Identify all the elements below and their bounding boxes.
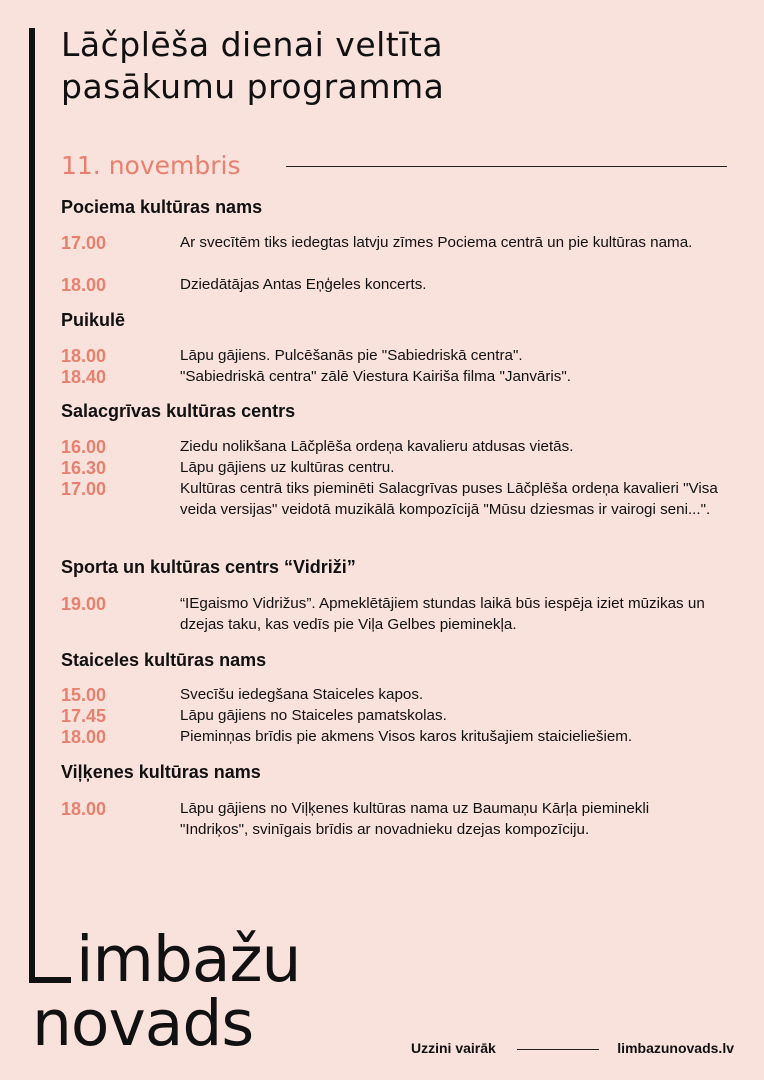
venue-title: Sporta un kultūras centrs “Vidriži” — [61, 557, 356, 577]
event-description: Ar svecītēm tiks iedegtas latvju zīmes Pociema centrā un pie kultūras nama. — [180, 234, 693, 251]
footer-more-info-text: Uzzini vairāk — [411, 1040, 496, 1056]
website-link[interactable]: limbazunovads.lv — [617, 1040, 734, 1056]
event-description: “IEgaismo Vidrižus”. Apmeklētājiem stundas laikā būs iespēja iziet mūzikas un dzejas taku, kas vedīs pie Viļa Gelbes pieminekļa. — [180, 595, 705, 633]
event-time: 17.45 — [61, 706, 107, 726]
logo-line-1: imbažu — [76, 923, 301, 996]
date-divider — [286, 166, 727, 167]
event-description: Lāpu gājiens no Staiceles pamatskolas. — [180, 707, 447, 724]
page-title — [61, 24, 444, 108]
event-time: 18.00 — [61, 346, 107, 366]
event-description: Kultūras centrā tiks pieminēti Salacgrīvas puses Lāčplēša ordeņa kavalieri "Visa veida versijas" veidotā muzikālā kompozīcijā "Mūsu dziesmas ir vairogi seni...". — [180, 480, 718, 518]
event-time: 18.00 — [61, 727, 107, 747]
event-description: Lāpu gājiens no Viļķenes kultūras nama uz Baumaņu Kārļa pieminekli "Indriķos", svinīgais brīdis ar novadnieku dzejas kompozīciju. — [180, 800, 650, 838]
venue-title: Staiceles kultūras nams — [61, 650, 267, 670]
event-description: Ziedu nolikšana Lāčplēša ordeņa kavalieru atdusas vietās. — [180, 438, 574, 455]
venue-title: Pociema kultūras nams — [61, 197, 263, 217]
logo-line-2: novads — [32, 987, 254, 1060]
event-time: 15.00 — [61, 685, 107, 705]
event-description: Dziedātājas Antas Eņģeles koncerts. — [180, 276, 427, 293]
event-description: Svecīšu iedegšana Staiceles kapos. — [180, 686, 424, 703]
title-line-2: pasākumu programma — [61, 67, 445, 106]
event-time: 18.00 — [61, 799, 107, 819]
venue-title: Salacgrīvas kultūras centrs — [61, 401, 296, 421]
event-time: 17.00 — [61, 479, 107, 499]
event-time: 16.00 — [61, 437, 107, 457]
event-description: Lāpu gājiens uz kultūras centru. — [180, 459, 395, 476]
date-row — [61, 148, 727, 184]
event-time: 18.00 — [61, 275, 107, 295]
event-description: "Sabiedriskā centra" zālē Viestura Kairiša filma "Janvāris". — [180, 368, 572, 385]
footer-divider — [517, 1049, 599, 1050]
footer — [411, 1040, 736, 1060]
date-heading: 11. novembris — [61, 151, 241, 180]
title-line-1: Lāčplēša dienai veltīta — [61, 25, 444, 64]
event-description: Lāpu gājiens. Pulcēšanās pie "Sabiedriskā centra". — [180, 347, 523, 364]
event-time: 18.40 — [61, 367, 107, 387]
venue-title: Puikulē — [61, 310, 126, 330]
event-time: 16.30 — [61, 458, 107, 478]
event-description: Pieminņas brīdis pie akmens Visos karos kritušajiem staicieliešiem. — [180, 728, 633, 745]
limbazu-novads-logo — [32, 923, 301, 1060]
logo-vertical-bar — [29, 28, 35, 983]
venue-title: Viļķenes kultūras nams — [61, 762, 261, 782]
event-time: 17.00 — [61, 233, 107, 253]
event-time: 19.00 — [61, 594, 107, 614]
